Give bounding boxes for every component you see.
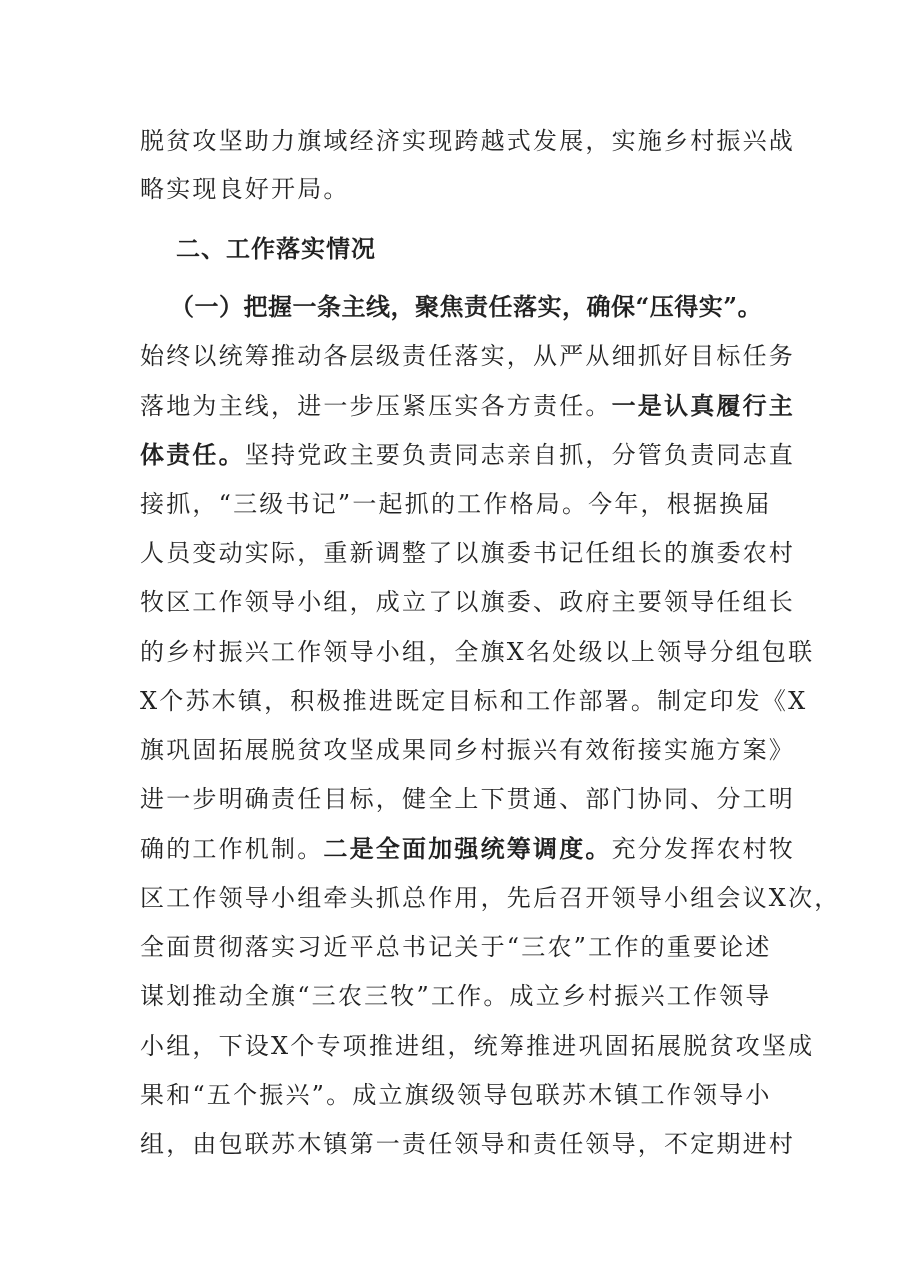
body-line-7: 的乡村振兴工作领导小组，全旗X名处级以上领导分组包联 xyxy=(140,638,815,666)
body-line-14: 谋划推动全旗“三农三牧”工作。成立乡村振兴工作领导 xyxy=(140,982,772,1010)
body-text: 落地为主线，进一步压紧压实各方责任。 xyxy=(140,392,612,420)
section-heading: 二、工作落实情况 xyxy=(176,234,376,263)
bold-point-1-title: 一是认真履行主 xyxy=(611,391,796,420)
body-text: 充分发挥农村牧 xyxy=(611,835,796,863)
body-text: 确的工作机制。 xyxy=(140,835,324,863)
body-line-11 xyxy=(140,834,795,864)
body-line-4: 接抓，“三级书记”一起抓的工作格局。今年，根据换届 xyxy=(140,490,772,518)
body-line-17: 组，由包联苏木镇第一责任领导和责任领导，不定期进村 xyxy=(140,1130,795,1158)
body-line-9: 旗巩固拓展脱贫攻坚成果同乡村振兴有效衔接实施方案》 xyxy=(140,736,795,764)
intro-line-1: 脱贫攻坚助力旗域经济实现跨越式发展，实施乡村振兴战 xyxy=(140,127,795,155)
body-line-2 xyxy=(140,391,795,421)
body-line-3 xyxy=(140,440,795,470)
subsection-heading: （一）把握一条主线，聚焦责任落实，确保“压得实”。 xyxy=(170,292,763,321)
body-line-13: 全面贯彻落实习近平总书记关于“三农”工作的重要论述 xyxy=(140,933,772,961)
body-line-6: 牧区工作领导小组，成立了以旗委、政府主要领导任组长 xyxy=(140,588,795,616)
body-line-16: 果和“五个振兴”。成立旗级领导包联苏木镇工作领导小 xyxy=(140,1081,772,1109)
body-line-1: 始终以统筹推动各层级责任落实，从严从细抓好目标任务 xyxy=(140,342,795,370)
bold-point-2-title: 二是全面加强统筹调度。 xyxy=(323,834,612,863)
body-text: 坚持党政主要负责同志亲自抓，分管负责同志直 xyxy=(244,441,796,469)
body-line-12: 区工作领导小组牵头抓总作用，先后召开领导小组会议X次， xyxy=(140,884,841,912)
body-line-10: 进一步明确责任目标，健全上下贯通、部门协同、分工明 xyxy=(140,785,795,813)
bold-point-1-title-cont: 体责任。 xyxy=(140,440,245,469)
body-line-5: 人员变动实际，重新调整了以旗委书记任组长的旗委农村 xyxy=(140,539,795,567)
body-line-15: 小组，下设X个专项推进组，统筹推进巩固拓展脱贫攻坚成 xyxy=(140,1032,815,1060)
intro-line-2: 略实现良好开局。 xyxy=(140,175,350,203)
body-line-8: X个苏木镇，积极推进既定目标和工作部署。制定印发《X xyxy=(140,687,808,715)
